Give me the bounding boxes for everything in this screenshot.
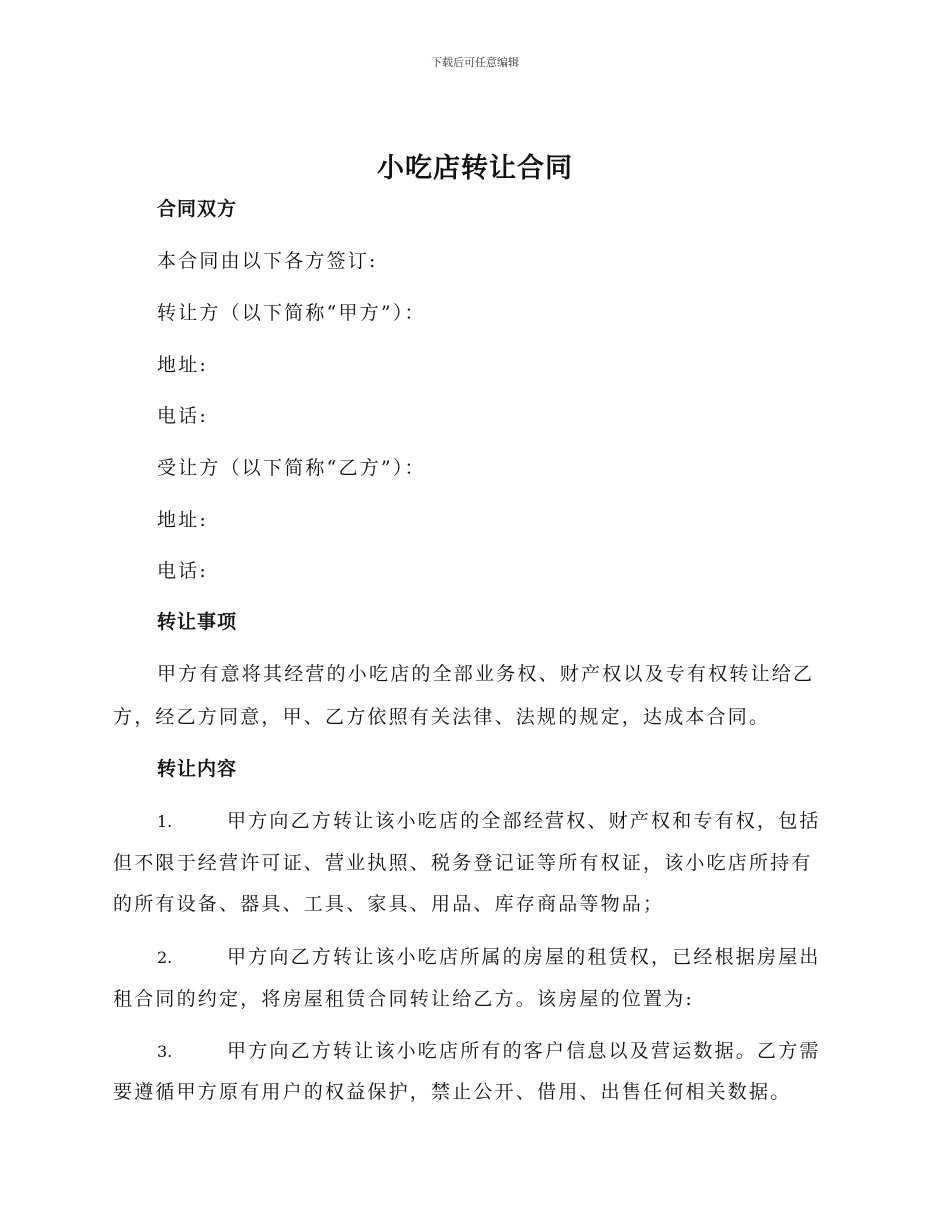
- item-text-line: 的所有设备、器具、工具、家具、用品、库存商品等物品；: [113, 893, 665, 915]
- party-a-label: 转让方（以下简称“甲方”）：: [157, 302, 426, 324]
- item-number: 1.: [157, 812, 173, 831]
- content-item-3: [157, 1036, 821, 1063]
- parties-intro: 本合同由以下各方签订:: [157, 250, 378, 272]
- item-text-line: 但不限于经营许可证、营业执照、税务登记证等所有权证，该小吃店所持有: [113, 852, 813, 874]
- party-a-phone: 电话:: [157, 405, 209, 427]
- content-item-1: [157, 806, 821, 833]
- item-text-line: 甲方向乙方转让该小吃店的全部经营权、财产权和专有权，包括: [227, 810, 821, 832]
- matters-paragraph-line: 方，经乙方同意，甲、乙方依照有关法律、法规的规定，达成本合同。: [113, 706, 771, 728]
- party-a-address: 地址:: [157, 354, 209, 376]
- item-text-line: 甲方向乙方转让该小吃店所属的房屋的租赁权，已经根据房屋出: [227, 946, 821, 968]
- matters-paragraph-line: 甲方有意将其经营的小吃店的全部业务权、财产权以及专有权转让给乙: [157, 663, 815, 685]
- party-b-address: 地址:: [157, 509, 209, 531]
- header-note: 下载后可任意编辑: [431, 56, 519, 69]
- item-number: 3.: [157, 1042, 173, 1061]
- section-heading-parties: 合同双方: [157, 198, 238, 220]
- section-heading-matters: 转让事项: [157, 611, 238, 633]
- party-b-label: 受让方（以下简称“乙方”）：: [157, 457, 426, 479]
- document-title: 小吃店转让合同: [377, 153, 573, 184]
- content-item-2: [157, 942, 821, 969]
- item-number: 2.: [157, 948, 173, 967]
- section-heading-content: 转让内容: [157, 758, 238, 780]
- item-text-line: 甲方向乙方转让该小吃店所有的客户信息以及营运数据。乙方需: [227, 1040, 821, 1062]
- party-b-phone: 电话:: [157, 560, 209, 582]
- item-text-line: 租合同的约定，将房屋租赁合同转让给乙方。该房屋的位置为:: [113, 988, 695, 1010]
- item-text-line: 要遵循甲方原有用户的权益保护，禁止公开、借用、出售任何相关数据。: [113, 1081, 792, 1103]
